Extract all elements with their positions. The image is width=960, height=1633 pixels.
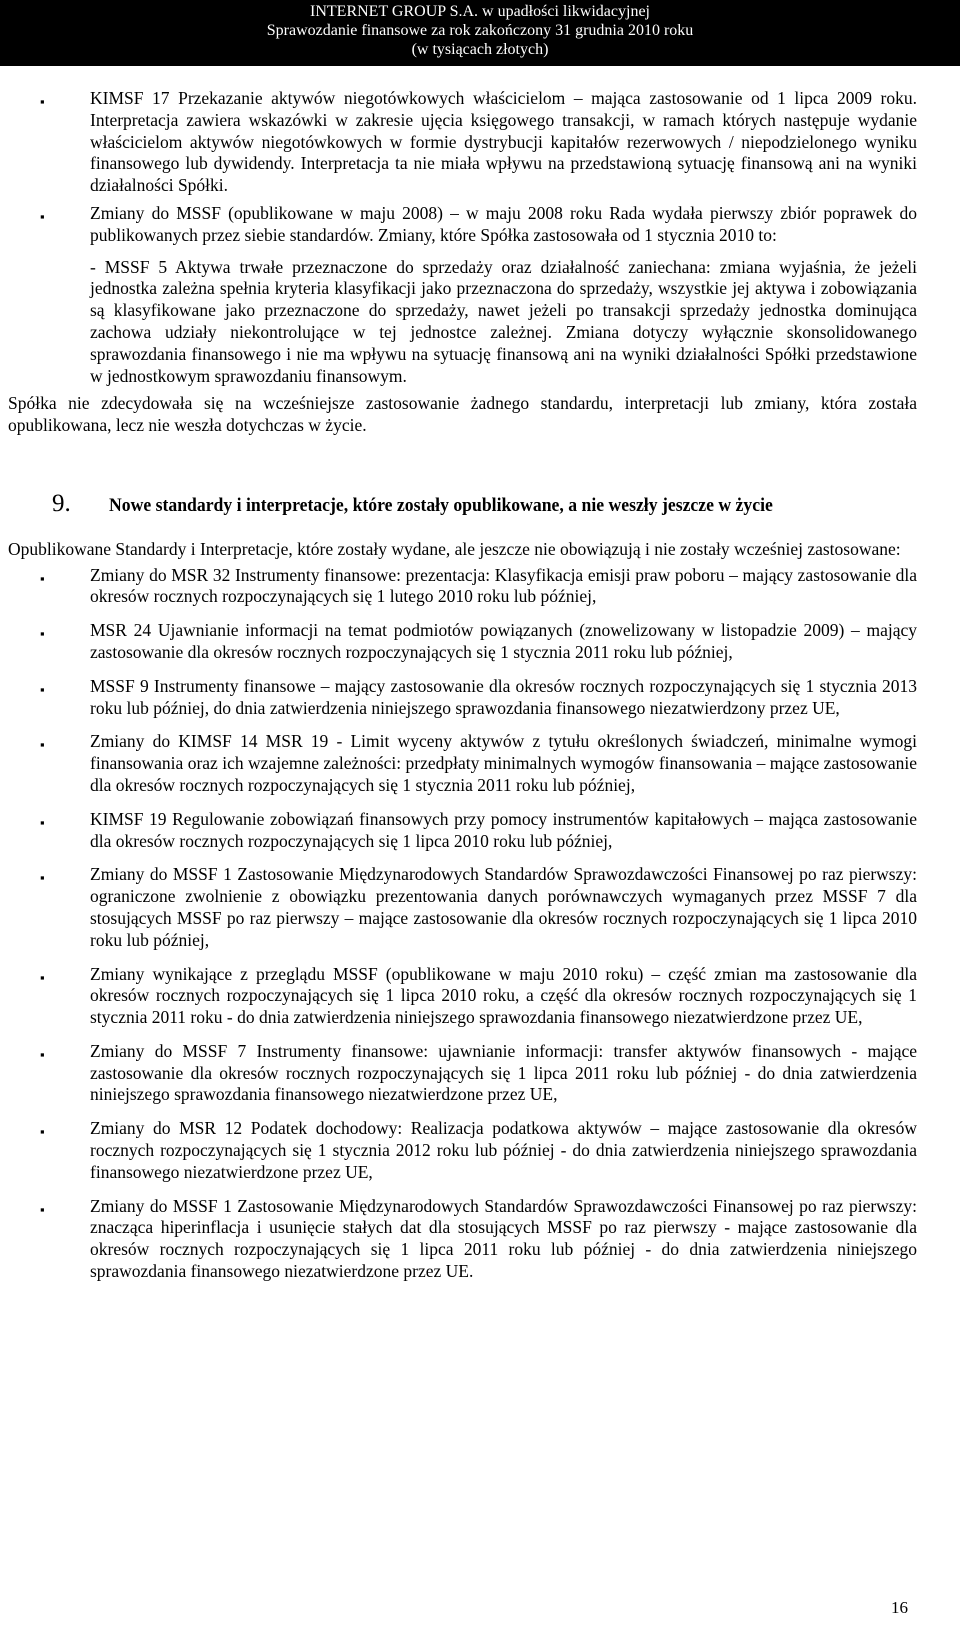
document-header	[0, 0, 960, 66]
list-item-subpoint: - MSSF 5 Aktywa trwałe przeznaczone do sprzedaży oraz działalność zaniechana: zmiana wyjaśnia, że jeżeli jednostka zależna spełnia kryteria klasyfikacji jako przeznaczona do sprzedaży, wszystkie jej aktywa i zobowiązania są klasyfikowane jako przeznaczone do sprzedaży, nawet jeżeli po transakcji sprzedaży jednostka dominująca zachowa udziały niekontrolujące w tej jednostce zależnej. Zmiana dotyczy wyłącznie skonsolidowanego sprawozdania finansowego i nie ma wpływu na sytuację finansową ani na wyniki działalności Spółki przedstawione w jednostkowym sprawozdaniu finansowym.	[90, 256, 917, 386]
list-item-text: Zmiany do MSSF 1 Zastosowanie Międzynarodowych Standardów Sprawozdawczości Finansowej po raz pierwszy: ograniczone zwolnienie z obowiązku prezentowania danych porównawczych wymaganych przez MSSF 7 dla stosujących MSSF po raz pierwszy – mające zastosowanie dla okresów rocznych rozpoczynających się 1 lipca 2010 roku lub później,	[90, 864, 917, 950]
section-title: Nowe standardy i interpretacje, które zostały opublikowane, a nie weszły jeszcze w życie	[108, 494, 773, 516]
section-number: 9.	[52, 489, 71, 517]
header-company: INTERNET GROUP S.A. w upadłości likwidacyjnej	[310, 3, 650, 20]
list-item	[0, 565, 960, 609]
list-item	[0, 809, 960, 853]
new-standards-list	[0, 565, 960, 1283]
header-report-title: Sprawozdanie finansowe za rok zakończony 31 grudnia 2010 roku	[266, 22, 694, 39]
square-bullet-icon: ▪	[40, 969, 45, 985]
square-bullet-icon: ▪	[40, 94, 45, 109]
square-bullet-icon: ▪	[40, 1201, 45, 1217]
list-item	[0, 1041, 960, 1106]
square-bullet-icon: ▪	[40, 208, 45, 224]
no-early-adoption-paragraph: Spółka nie zdecydowała się na wcześniejsze zastosowanie żadnego standardu, interpretacji lub zmiany, która została opublikowana, lecz nie weszła dotychczas w życie.	[8, 393, 917, 436]
list-item	[0, 620, 960, 664]
square-bullet-icon: ▪	[40, 737, 45, 753]
list-item	[0, 1196, 960, 1283]
document-body	[0, 88, 960, 1295]
header-currency-note: (w tysiącach złotych)	[411, 41, 549, 58]
list-item	[0, 731, 960, 796]
list-item	[0, 1118, 960, 1183]
list-item	[0, 864, 960, 951]
list-item-text: Zmiany do KIMSF 14 MSR 19 - Limit wyceny aktywów z tytułu określonych świadczeń, minimalne wymogi finansowania oraz ich wzajemne zależności: przedpłaty minimalnych wymogów finansowania – mające zastosowanie dla okresów rocznych rozpoczynających się 1 stycznia 2011 roku lub później,	[90, 731, 917, 795]
square-bullet-icon: ▪	[40, 1124, 45, 1140]
list-item	[0, 964, 960, 1029]
list-item-text: MSR 24 Ujawnianie informacji na temat podmiotów powiązanych (znowelizowany w listopadzie 2009) – mający zastosowanie dla okresów rocznych rozpoczynających się 1 stycznia 2011 roku lub później,	[90, 620, 917, 662]
list-item-text: KIMSF 17 Przekazanie aktywów niegotówkowych właścicielom – mająca zastosowanie od 1 lipca 2009 roku. Interpretacja zawiera wskazówki w zakresie ujęcia księgowego transakcji, w ramach których następuje wydanie właścicielom aktywów niegotówkowych w formie dystrybucji kapitałów rezerwowych / niepodzielonego wyniku finansowego lub dywidendy. Interpretacja ta nie miała wpływu na przedstawioną sytuację finansową ani na wyniki działalności Spółki.	[90, 88, 917, 196]
list-item-text: Zmiany do MSSF 1 Zastosowanie Międzynarodowych Standardów Sprawozdawczości Finansowej po raz pierwszy: znacząca hiperinflacja i usunięcie stałych dat dla stosujących MSSF po raz pierwszy - mające zastosowanie dla okresów rocznych rozpoczynających się 1 lipca 2011 roku lub później - do dnia zatwierdzenia niniejszego sprawozdania finansowego niezatwierdzone przez UE.	[90, 1195, 917, 1282]
list-item-text: Zmiany wynikające z przeglądu MSSF (opublikowane w maju 2010 roku) – część zmian ma zastosowanie dla okresów rocznych rozpoczynających się 1 lipca 2010 roku, a część dla okresów rocznych rozpoczynających się 1 stycznia 2011 roku - do dnia zatwierdzenia niniejszego sprawozdania finansowego niezatwierdzone przez UE,	[90, 963, 917, 1028]
square-bullet-icon: ▪	[40, 626, 45, 642]
square-bullet-icon: ▪	[40, 1046, 45, 1062]
list-item	[0, 88, 960, 197]
list-item-text: KIMSF 19 Regulowanie zobowiązań finansowych przy pomocy instrumentów kapitałowych – mająca zastosowanie dla okresów rocznych rozpoczynających się 1 lipca 2010 roku lub później,	[90, 808, 917, 851]
list-item	[0, 203, 960, 387]
list-item-text: Zmiany do MSR 32 Instrumenty finansowe: prezentacja: Klasyfikacja emisji praw poboru – mający zastosowanie dla okresów rocznych rozpoczynających się 1 lutego 2010 roku lub później,	[90, 564, 917, 607]
square-bullet-icon: ▪	[40, 681, 45, 697]
square-bullet-icon: ▪	[40, 570, 45, 586]
page-number: 16	[891, 1598, 908, 1617]
list-item-text: Zmiany do MSR 12 Podatek dochodowy: Realizacja podatkowa aktywów – mające zastosowanie dla okresów rocznych rozpoczynających się 1 stycznia 2012 roku lub później - do dnia zatwierdzenia niniejszego sprawozdania finansowego niezatwierdzone przez UE,	[90, 1118, 917, 1182]
square-bullet-icon: ▪	[40, 870, 45, 886]
list-item-text: Zmiany do MSSF (opublikowane w maju 2008) – w maju 2008 roku Rada wydała pierwszy zbiór poprawek do publikowanych przez siebie standardów. Zmiany, które Spółka zastosowała od 1 stycznia 2010 to:	[90, 202, 917, 245]
section-heading	[0, 489, 960, 517]
list-item-text: Zmiany do MSSF 7 Instrumenty finansowe: ujawnianie informacji: transfer aktywów finansowych - mające zastosowanie dla okresów rocznych rozpoczynających się 1 lipca 2011 roku lub później - do dnia zatwierdzenia niniejszego sprawozdania finansowego niezatwierdzone przez UE,	[90, 1040, 917, 1105]
list-item	[0, 676, 960, 720]
list-item-text: MSSF 9 Instrumenty finansowe – mający zastosowanie dla okresów rocznych rozpoczynających się 1 stycznia 2013 roku lub później, do dnia zatwierdzenia niniejszego sprawozdania finansowego niezatwierdzony przez UE,	[90, 675, 917, 718]
intro-paragraph: Opublikowane Standardy i Interpretacje, które zostały wydane, ale jeszcze nie obowiązują i nie zostały wcześniej zastosowane:	[8, 538, 901, 559]
applied-standards-list	[0, 88, 960, 387]
square-bullet-icon: ▪	[40, 814, 45, 830]
